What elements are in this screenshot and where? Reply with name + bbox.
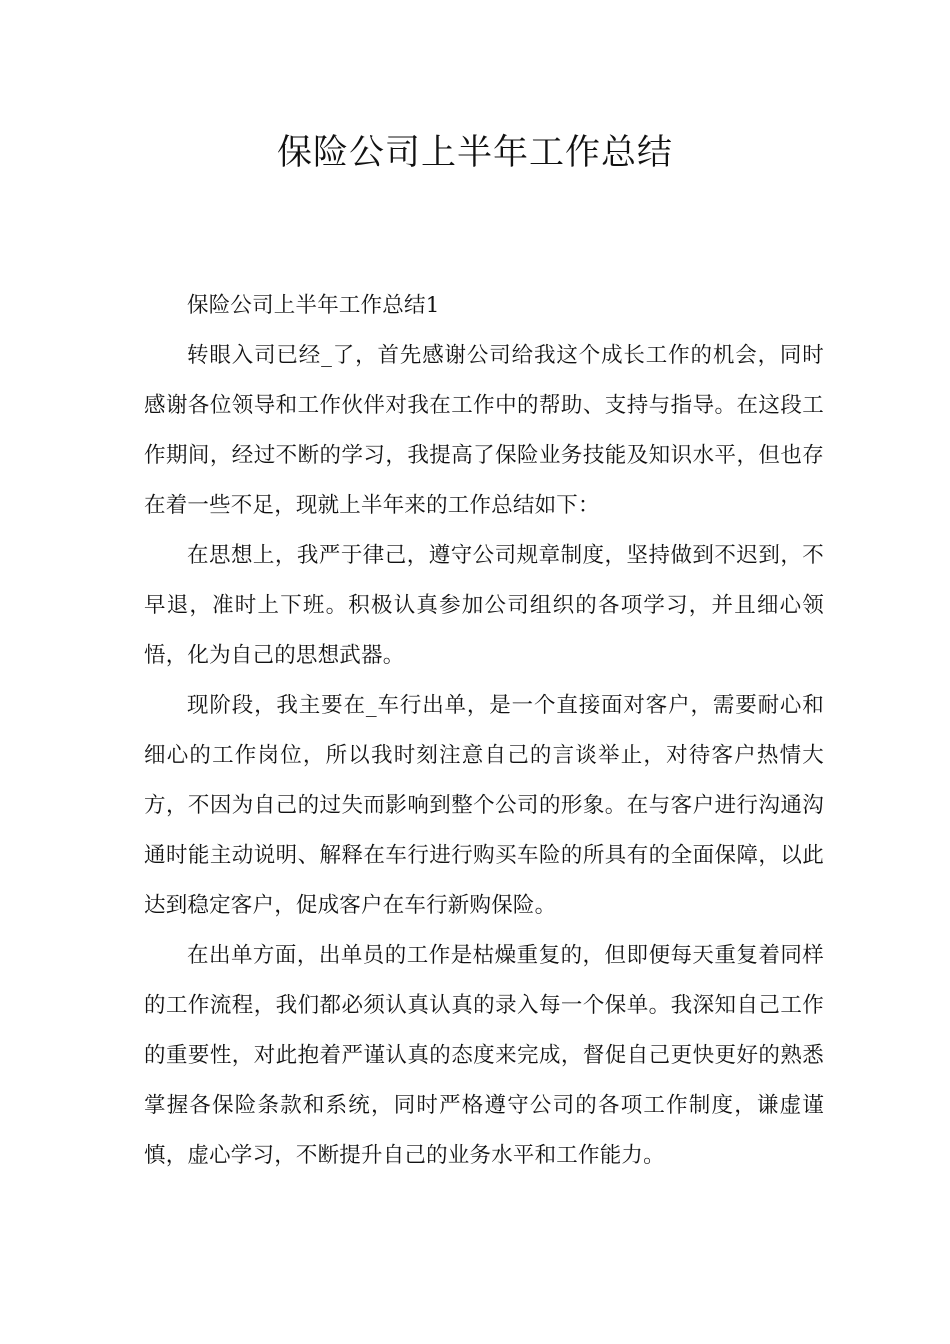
paragraph-ideology: 在思想上，我严于律己，遵守公司规章制度，坚持做到不迟到，不早退，准时上下班。积极认真参加公司组织的各项学习，并且细心领悟，化为自己的思想武器。 [144, 543, 824, 668]
paragraph-policy-issuing: 在出单方面，出单员的工作是枯燥重复的，但即便每天重复着同样的工作流程，我们都必须认真认真的录入每一个保单。我深知自己工作的重要性，对此抱着严谨认真的态度来完成，督促自己更快更好的熟悉掌握各保险条款和系统，同时严格遵守公司的各项工作制度，谦虚谨慎，虚心学习，不断提升自己的业务水平和工作能力。 [144, 943, 824, 1168]
section-heading: 保险公司上半年工作总结1 [187, 293, 440, 318]
document-body [144, 281, 824, 1181]
paragraph-intro: 转眼入司已经_了，首先感谢公司给我这个成长工作的机会，同时感谢各位领导和工作伙伴对我在工作中的帮助、支持与指导。在这段工作期间，经过不断的学习，我提高了保险业务技能及知识水平，但也存在着一些不足，现就上半年来的工作总结如下： [144, 343, 824, 518]
document-title: 保险公司上半年工作总结 [276, 133, 673, 173]
paragraph-current-role: 现阶段，我主要在_车行出单，是一个直接面对客户，需要耐心和细心的工作岗位，所以我时刻注意自己的言谈举止，对待客户热情大方，不因为自己的过失而影响到整个公司的形象。在与客户进行沟通沟通时能主动说明、解释在车行进行购买车险的所具有的全面保障，以此达到稳定客户，促成客户在车行新购保险。 [144, 693, 824, 918]
